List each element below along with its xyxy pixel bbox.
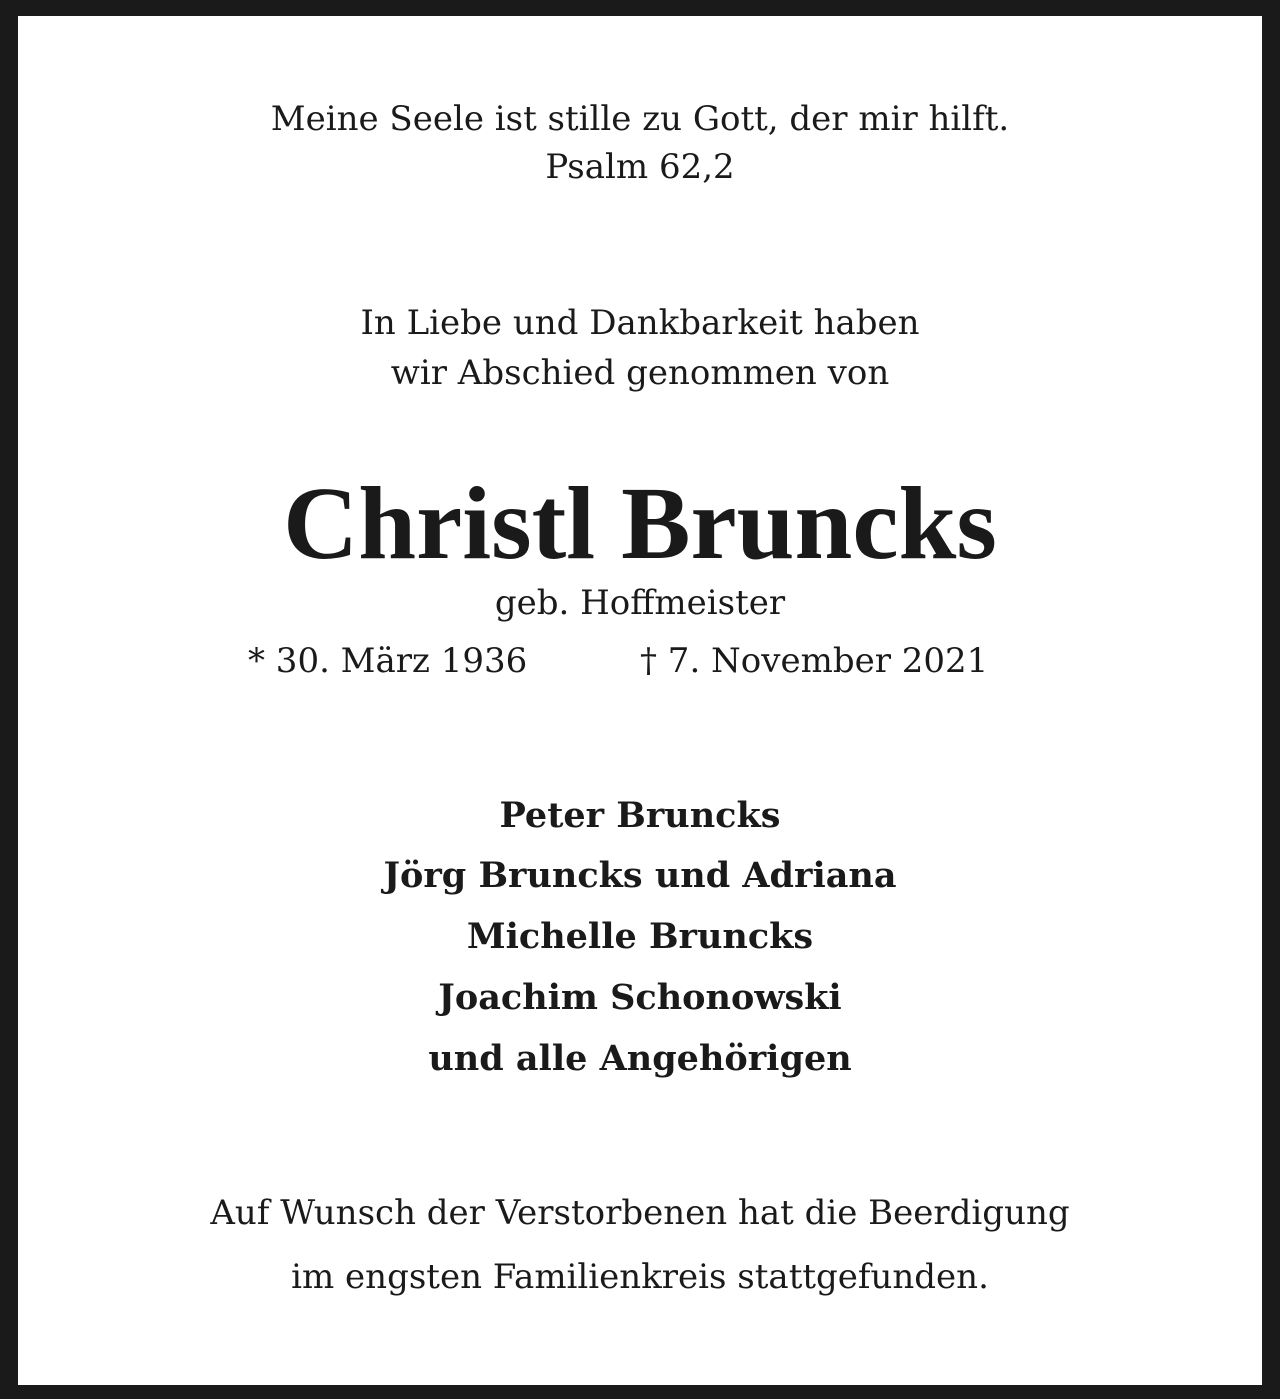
birth-date: * 30. März 1936 — [248, 641, 528, 681]
intro-line-1: In Liebe und Dankbarkeit haben — [360, 303, 920, 343]
verse-reference: Psalm 62,2 — [545, 147, 735, 187]
death-date: † 7. November 2021 — [640, 641, 989, 681]
maiden-name: geb. Hoffmeister — [494, 583, 786, 623]
closing-line-2: im engsten Familienkreis stattgefunden. — [291, 1257, 989, 1297]
verse-line-1: Meine Seele ist stille zu Gott, der mir hilft. — [270, 99, 1010, 139]
closing-line-1: Auf Wunsch der Verstorbenen hat die Beerdigung — [210, 1193, 1070, 1233]
mourner-4: Joachim Schonowski — [438, 977, 842, 1018]
mourner-3: Michelle Bruncks — [466, 916, 814, 957]
mourner-2: Jörg Bruncks und Adriana — [383, 855, 897, 896]
mourner-5: und alle Angehörigen — [428, 1038, 852, 1079]
deceased-name: Christl Bruncks — [283, 466, 997, 581]
mourner-1: Peter Bruncks — [499, 795, 781, 836]
intro-line-2: wir Abschied genommen von — [390, 353, 890, 393]
